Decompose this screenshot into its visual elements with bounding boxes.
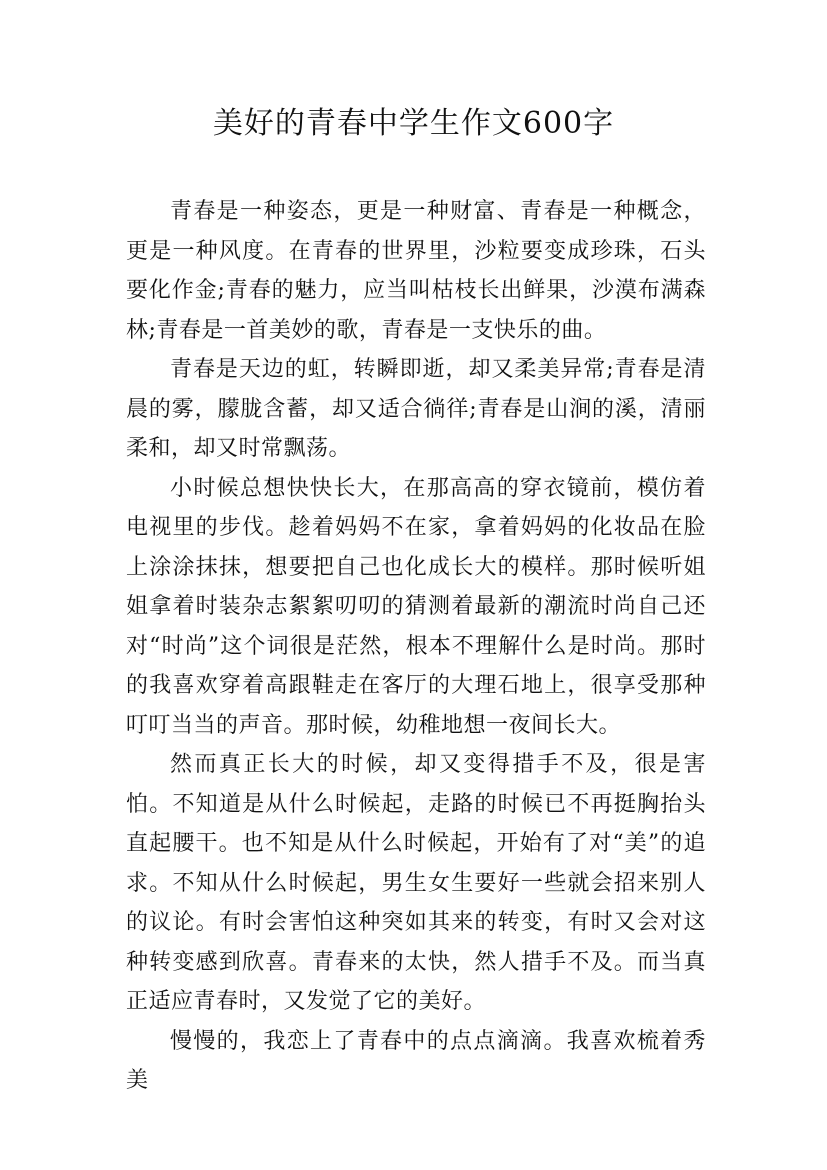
paragraph-5: 慢慢的，我恋上了青春中的点点滴滴。我喜欢梳着秀美 [126, 1028, 706, 1093]
paragraph-2: 青春是天边的虹，转瞬即逝，却又柔美异常;青春是清晨的雾，朦胧含蓄，却又适合徜徉;青春是山涧的溪，清丽柔和，却又时常飘荡。 [126, 357, 706, 461]
essay-body [126, 192, 706, 1101]
paragraph-1: 青春是一种姿态，更是一种财富、青春是一种概念，更是一种风度。在青春的世界里，沙粒要变成珍珠，石头要化作金;青春的魅力，应当叫枯枝长出鲜果，沙漠布满森林;青春是一首美妙的歌，青春是一支快乐的曲。 [126, 199, 706, 343]
paragraph-3: 小时候总想快快长大，在那高高的穿衣镜前，模仿着电视里的步伐。趁着妈妈不在家，拿着妈妈的化妆品在脸上涂涂抹抹，想要把自己也化成长大的模样。那时候听姐姐拿着时装杂志絮絮叨叨的猜测着最新的潮流时尚自己还对“时尚”这个词很是茫然，根本不理解什么是时尚。那时的我喜欢穿着高跟鞋走在客厅的大理石地上，很享受那种叮叮当当的声音。那时候，幼稚地想一夜间长大。 [126, 475, 706, 738]
paragraph-4: 然而真正长大的时候，却又变得措手不及，很是害怕。不知道是从什么时候起，走路的时候已不再挺胸抬头直起腰干。也不知是从什么时候起，开始有了对“美”的追求。不知从什么时候起，男生女生要好一些就会招来别人的议论。有时会害怕这种突如其来的转变，有时又会对这种转变感到欣喜。青春来的太快，然人措手不及。而当真正适应青春时，又发觉了它的美好。 [126, 752, 706, 1014]
document-title: 美好的青春中学生作文600字 [212, 106, 615, 141]
